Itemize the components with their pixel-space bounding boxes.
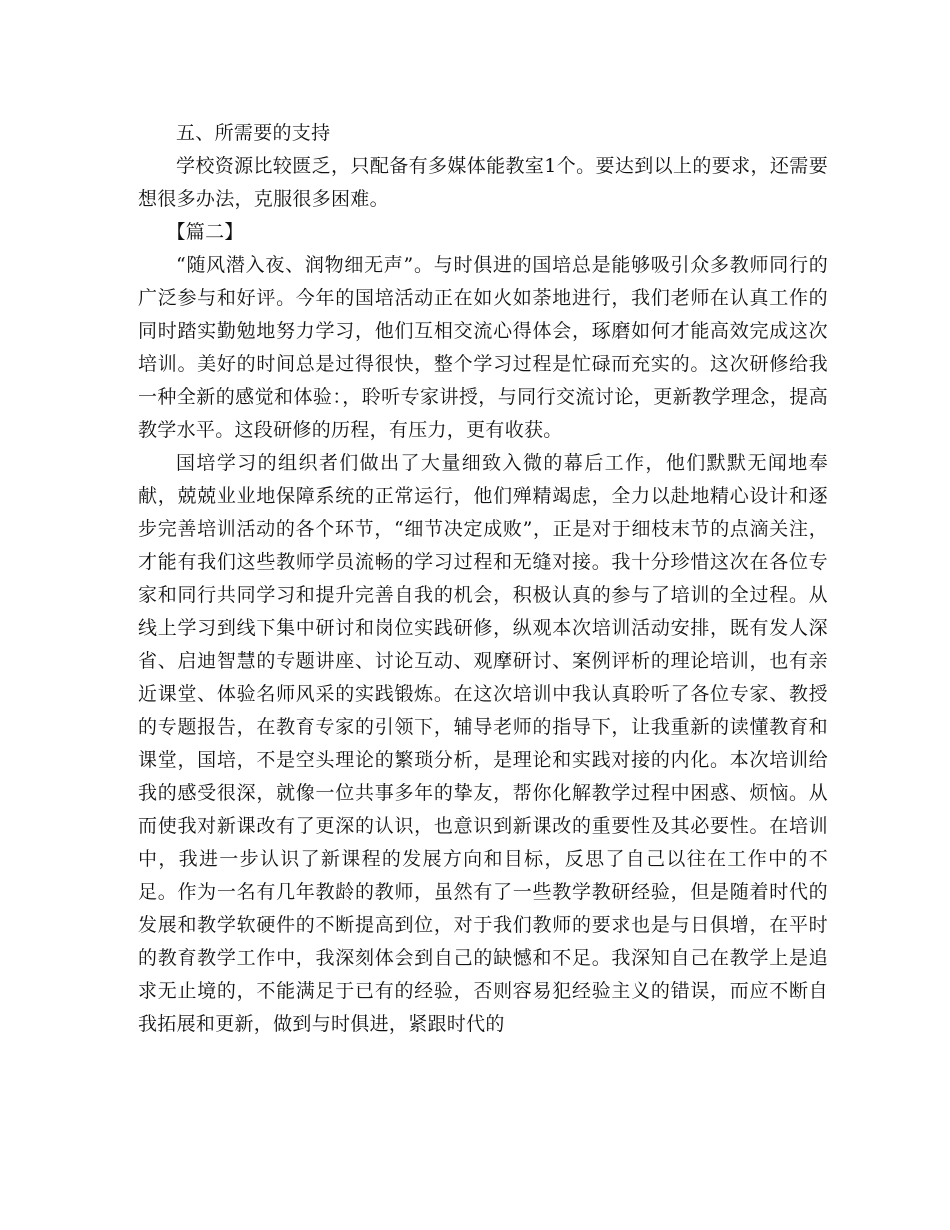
part-two-tag: 【篇二】	[166, 221, 244, 243]
document-body	[138, 117, 828, 1041]
section-five-heading: 五、所需要的支持	[176, 122, 331, 144]
section-five-paragraph: 学校资源比较匮乏，只配备有多媒体能教室1个。要达到以上的要求，还需要想很多办法，克服很多困难。	[138, 155, 828, 210]
paragraph-1: “随风潜入夜、润物细无声”。与时俱进的国培总是能够吸引众多教师同行的广泛参与和好评。今年的国培活动正在如火如荼地进行，我们老师在认真工作的同时踏实勤勉地努力学习，他们互相交流心得体会，琢磨如何才能高效完成这次培训。美好的时间总是过得很快，整个学习过程是忙碌而充实的。这次研修给我一种全新的感觉和体验：，聆听专家讲授，与同行交流讨论，更新教学理念，提高教学水平。这段研修的历程，有压力，更有收获。	[138, 254, 828, 441]
paragraph-2: 国培学习的组织者们做出了大量细致入微的幕后工作，他们默默无闻地奉献，兢兢业业地保障系统的正常运行，他们殚精竭虑，全力以赴地精心设计和逐步完善培训活动的各个环节，“细节决定成败”，正是对于细枝末节的点滴关注，才能有我们这些教师学员流畅的学习过程和无缝对接。我十分珍惜这次在各位专家和同行共同学习和提升完善自我的机会，积极认真的参与了培训的全过程。从线上学习到线下集中研讨和岗位实践研修，纵观本次培训活动安排，既有发人深省、启迪智慧的专题讲座、讨论互动、观摩研讨、案例评析的理论培训，也有亲近课堂、体验名师风采的实践锻炼。在这次培训中我认真聆听了各位专家、教授的专题报告，在教育专家的引领下，辅导老师的指导下，让我重新的读懂教育和课堂，国培，不是空头理论的繁琐分析，是理论和实践对接的内化。本次培训给我的感受很深，就像一位共事多年的挚友，帮你化解教学过程中困惑、烦恼。从而使我对新课改有了更深的认识，也意识到新课改的重要性及其必要性。在培训中，我进一步认识了新课程的发展方向和目标，反思了自己以往在工作中的不足。作为一名有几年教龄的教师，虽然有了一些教学教研经验，但是随着时代的发展和教学软硬件的不断提高到位，对于我们教师的要求也是与日俱增，在平时的教育教学工作中，我深刻体会到自己的缺憾和不足。我深知自己在教学上是追求无止境的，不能满足于已有的经验，否则容易犯经验主义的错误，而应不断自我拓展和更新，做到与时俱进，紧跟时代的	[138, 452, 828, 1035]
